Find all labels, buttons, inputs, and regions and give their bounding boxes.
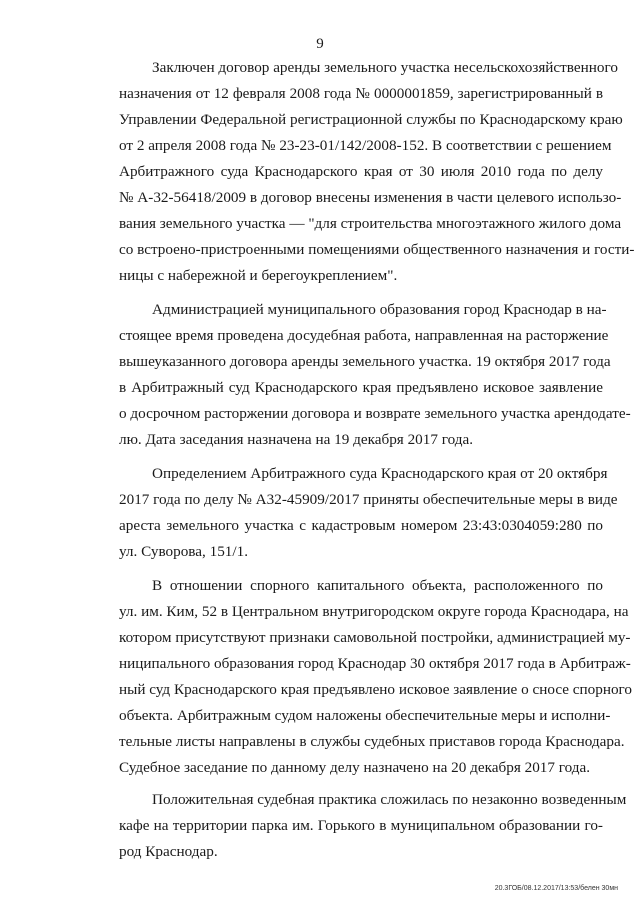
text-line: род Краснодар.: [119, 843, 218, 860]
text-line: объекта. Арбитражным судом наложены обеспечительные меры и исполни-: [119, 707, 611, 724]
text-line: от 2 апреля 2008 года № 23-23-01/142/2008-152. В соответствии с решением: [119, 137, 612, 154]
text-line: ул. Суворова, 151/1.: [119, 543, 248, 560]
text-line: Определением Арбитражного суда Краснодарского края от 20 октября: [152, 465, 608, 482]
text-line: вышеуказанного договора аренды земельного участка. 19 октября 2017 года: [119, 353, 611, 370]
text-line: кафе на территории парка им. Горького в муниципальном образовании го-: [119, 817, 603, 834]
text-line: ный суд Краснодарского края предъявлено исковое заявление о сносе спорного: [119, 681, 633, 698]
page-number: 9: [316, 36, 324, 52]
text-line: Арбитражного суда Краснодарского края от 30 июля 2010 года по делу: [119, 163, 603, 180]
text-line: котором присутствуют признаки самовольной постройки, администрацией му-: [119, 629, 631, 646]
text-line: 2017 года по делу № А32-45909/2017 приняты обеспечительные меры в виде: [119, 491, 618, 508]
text-line: вания земельного участка — "для строительства многоэтажного жилого дома: [119, 215, 622, 232]
text-line: ниципального образования город Краснодар 30 октября 2017 года в Арбитраж-: [119, 655, 631, 672]
text-line: назначения от 12 февраля 2008 года № 0000001859, зарегистрированный в: [119, 85, 603, 102]
text-line: лю. Дата заседания назначена на 19 декабря 2017 года.: [119, 431, 474, 448]
text-line: Заключен договор аренды земельного участка несельскохозяйственного: [152, 59, 618, 76]
text-line: стоящее время проведена досудебная работа, направленная на расторжение: [119, 327, 609, 344]
text-line: тельные листы направлены в службы судебных приставов города Краснодара.: [119, 733, 625, 750]
text-line: В отношении спорного капитального объекта, расположенного по: [152, 577, 603, 594]
text-line: ницы с набережной и берегоукреплением".: [119, 267, 398, 284]
text-line: ареста земельного участка с кадастровым номером 23:43:0304059:280 по: [119, 517, 603, 534]
footer-stamp: 20.3ГОБ/08.12.2017/13:53/белен 30мн: [494, 885, 618, 892]
text-line: о досрочном расторжении договора и возврате земельного участка арендодате-: [119, 405, 631, 422]
text-line: со встроено-пристроенными помещениями общественного назначения и гости-: [119, 241, 635, 258]
text-line: Судебное заседание по данному делу назначено на 20 декабря 2017 года.: [119, 759, 591, 776]
text-line: Управлении Федеральной регистрационной службы по Краснодарскому краю: [119, 111, 623, 128]
text-line: ул. им. Ким, 52 в Центральном внутригородском округе города Краснодара, на: [119, 603, 629, 620]
text-line: в Арбитражный суд Краснодарского края предъявлено исковое заявление: [119, 379, 603, 396]
text-line: Положительная судебная практика сложилась по незаконно возведенным: [152, 791, 627, 808]
text-line: № А-32-56418/2009 в договор внесены изменения в части целевого использо-: [119, 189, 622, 206]
text-line: Администрацией муниципального образования город Краснодар в на-: [152, 301, 607, 318]
